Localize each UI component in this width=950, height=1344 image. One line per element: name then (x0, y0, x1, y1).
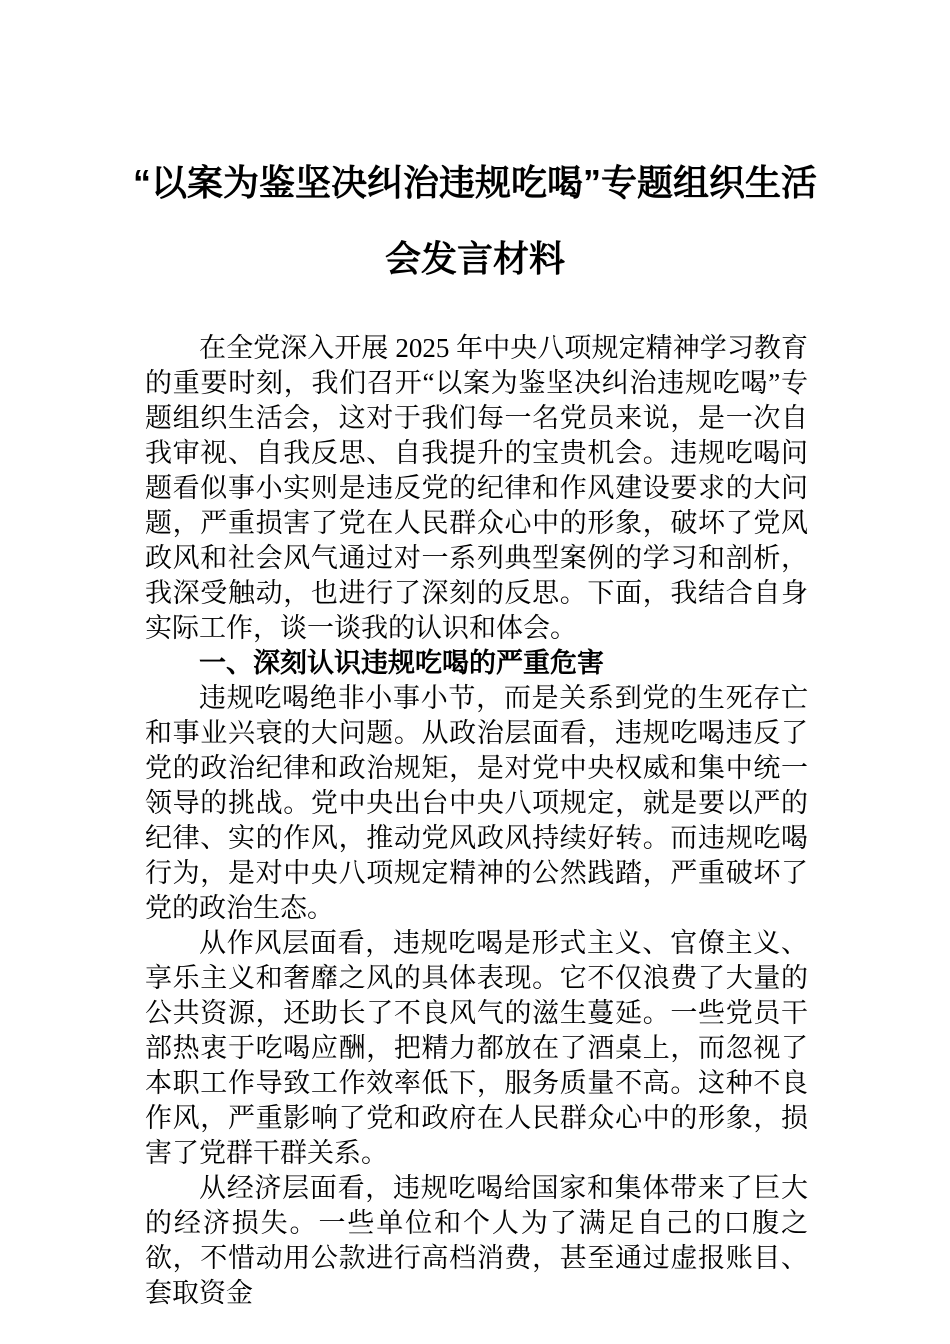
document-body (145, 331, 808, 1311)
section-heading: 一、深刻认识违规吃喝的严重危害 (199, 648, 604, 678)
paragraph: 从经济层面看，违规吃喝给国家和集体带来了巨大的经济损失。一些单位和个人为了满足自己的口腹之欲，不惜动用公款进行高档消费，甚至通过虚报账目、套取资金 (145, 1173, 808, 1308)
title-line-1: “以案为鉴坚决纠治违规吃喝”专题组织生活 (132, 162, 817, 203)
paragraph: 从作风层面看，违规吃喝是形式主义、官僚主义、享乐主义和奢靡之风的具体表现。它不仅浪费了大量的公共资源，还助长了不良风气的滋生蔓延。一些党员干部热衷于吃喝应酬，把精力都放在了酒桌上，而忽视了本职工作导致工作效率低下，服务质量不高。这种不良作风，严重影响了党和政府在人民群众心中的形象，损害了党群干群关系。 (145, 928, 808, 1168)
title-line-2: 会发言材料 (384, 238, 565, 279)
document-title (0, 0, 950, 297)
paragraph: 违规吃喝绝非小事小节，而是关系到党的生死存亡和事业兴衰的大问题。从政治层面看，违规吃喝违反了党的政治纪律和政治规矩，是对党中央权威和集中统一领导的挑战。党中央出台中央八项规定，就是要以严的纪律、实的作风，推动党风政风持续好转。而违规吃喝行为，是对中央八项规定精神的公然践踏，严重破坏了党的政治生态。 (145, 683, 808, 923)
paragraph: 在全党深入开展 2025 年中央八项规定精神学习教育的重要时刻，我们召开“以案为鉴坚决纠治违规吃喝”专题组织生活会，这对于我们每一名党员来说，是一次自我审视、自我反思、自我提升的宝贵机会。违规吃喝问题看似事小实则是违反党的纪律和作风建设要求的大问题，严重损害了党在人民群众心中的形象，破坏了党风政风和社会风气通过对一系列典型案例的学习和剖析，我深受触动，也进行了深刻的反思。下面，我结合自身实际工作，谈一谈我的认识和体会。 (145, 333, 808, 643)
